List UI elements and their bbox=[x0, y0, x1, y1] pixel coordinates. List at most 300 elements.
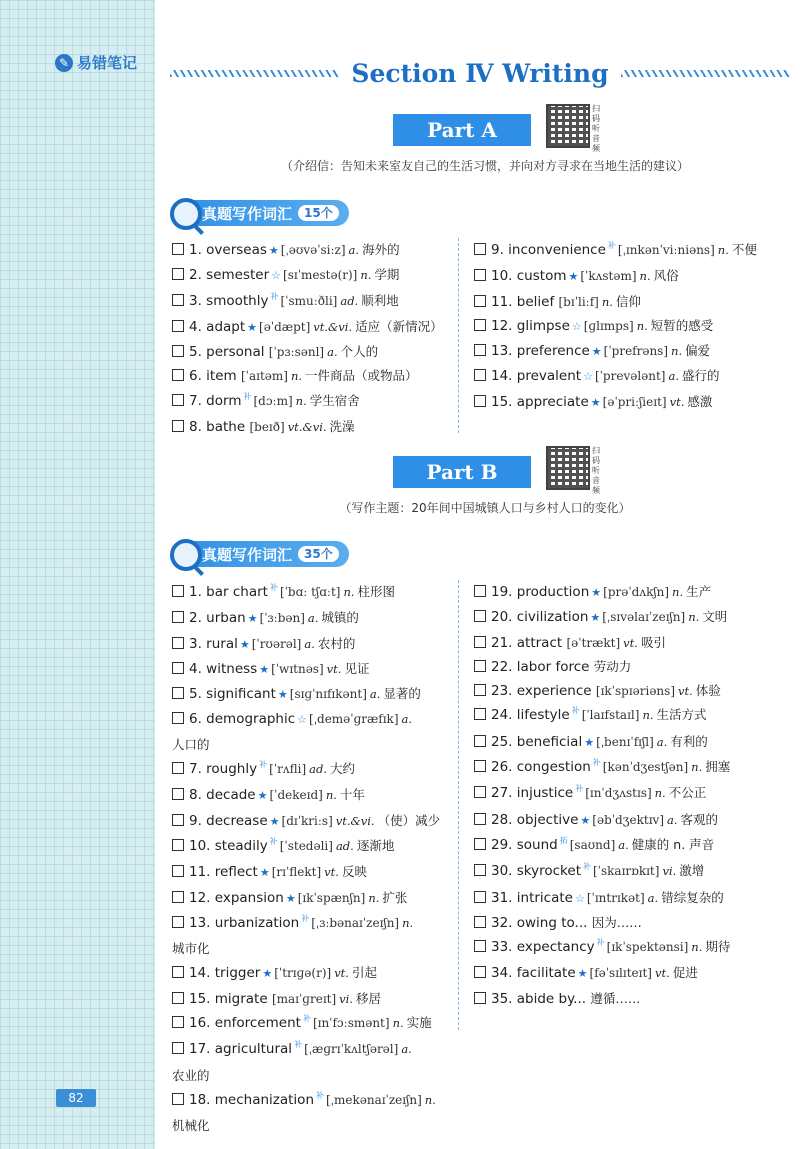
checkbox[interactable] bbox=[172, 294, 184, 306]
phonetic: [ˈrʌfli] bbox=[269, 762, 307, 777]
vocab-item bbox=[172, 657, 444, 682]
frequency-mark: 补 bbox=[607, 241, 616, 250]
part-of-speech: a. bbox=[304, 636, 315, 651]
checkbox[interactable] bbox=[474, 735, 486, 747]
vocab-item bbox=[474, 808, 730, 833]
vocab-word: 18. mechanization bbox=[189, 1091, 314, 1108]
checkbox[interactable] bbox=[474, 269, 486, 281]
vocab-word: 15. appreciate bbox=[491, 393, 589, 410]
part-a-right-list bbox=[474, 238, 757, 415]
vocab-word: 13. preference bbox=[491, 343, 590, 360]
vocab-word: 5. personal bbox=[189, 344, 265, 361]
vocab-word: 13. urbanization bbox=[189, 914, 300, 931]
vocab-word: 21. attract bbox=[491, 634, 563, 651]
vocab-item bbox=[474, 679, 730, 703]
phonetic: [ˌɪnkənˈviːniəns] bbox=[617, 243, 715, 257]
phonetic: [əˈtrækt] bbox=[566, 635, 621, 650]
vocab-item bbox=[474, 314, 757, 339]
vocab-count-badge: 35个 bbox=[298, 546, 339, 562]
meaning: 遵循…… bbox=[590, 990, 641, 1006]
checkbox[interactable] bbox=[474, 636, 486, 648]
part-of-speech: n. bbox=[325, 788, 337, 803]
phonetic: [ˌbenɪˈfɪʃl] bbox=[596, 734, 654, 749]
vocab-word: 5. significant bbox=[189, 686, 276, 703]
phonetic: [ɪnˈfɔːsmənt] bbox=[312, 1016, 390, 1031]
meaning: 适应（新情况） bbox=[355, 318, 443, 334]
vocab-item bbox=[474, 886, 730, 911]
checkbox[interactable] bbox=[474, 940, 486, 952]
meaning: 农村的 bbox=[317, 635, 356, 651]
vocab-word: 7. roughly bbox=[189, 761, 258, 778]
vocab-word: 2. semester bbox=[189, 267, 270, 284]
part-of-speech: n. bbox=[717, 243, 729, 257]
frequency-mark: 拓 bbox=[559, 835, 568, 845]
vocab-word: 29. sound bbox=[491, 836, 558, 853]
meaning: 体验 bbox=[695, 683, 721, 699]
pencil-icon: ✎ bbox=[55, 54, 73, 72]
vocab-item bbox=[172, 315, 443, 340]
vocab-word: 32. owing to... bbox=[491, 914, 588, 931]
phonetic: [ˌdeməˈɡræfɪk] bbox=[309, 712, 399, 727]
vocab-item bbox=[474, 935, 730, 961]
part-of-speech: a. bbox=[369, 687, 381, 702]
vocab-word: 15. migrate bbox=[189, 990, 268, 1007]
frequency-mark: ★ bbox=[239, 637, 250, 651]
meaning: 激增 bbox=[679, 863, 705, 879]
vocab-item bbox=[474, 339, 757, 364]
part-of-speech: vt.&vi. bbox=[335, 813, 375, 828]
vocab-count-badge: 15个 bbox=[298, 205, 339, 221]
vocab-item bbox=[474, 987, 730, 1011]
checkbox[interactable] bbox=[474, 708, 486, 720]
checkbox[interactable] bbox=[474, 660, 486, 672]
vocab-item bbox=[172, 415, 443, 439]
page-number: 82 bbox=[56, 1089, 96, 1107]
checkbox[interactable] bbox=[172, 1093, 184, 1105]
part-b-left-list bbox=[172, 580, 444, 1139]
vocab-item bbox=[172, 707, 444, 757]
header-left-decoration bbox=[170, 70, 339, 77]
meaning: 文明 bbox=[702, 609, 728, 625]
meaning: 错综复杂的 bbox=[661, 889, 724, 905]
checkbox[interactable] bbox=[172, 420, 184, 432]
part-of-speech: n. bbox=[295, 393, 307, 408]
meaning: 反映 bbox=[341, 864, 367, 880]
part-of-speech: vt. bbox=[654, 966, 670, 981]
part-of-speech: vi. bbox=[662, 864, 677, 879]
frequency-mark: ★ bbox=[590, 611, 601, 625]
part-of-speech: a. bbox=[618, 837, 629, 852]
part-of-speech: n. bbox=[392, 1016, 404, 1031]
checkbox[interactable] bbox=[474, 319, 486, 331]
phonetic: [ˈstedəli] bbox=[279, 838, 333, 853]
phonetic: [ˈaɪtəm] bbox=[240, 369, 288, 384]
vocab-word: 14. prevalent bbox=[491, 368, 582, 385]
checkbox[interactable] bbox=[172, 268, 184, 280]
checkbox[interactable] bbox=[172, 966, 184, 978]
meaning: 柱形图 bbox=[357, 584, 396, 599]
vocab-item bbox=[474, 833, 730, 859]
meaning: 扩张 bbox=[382, 889, 408, 905]
vocab-item bbox=[474, 755, 730, 781]
checkbox[interactable] bbox=[172, 891, 184, 903]
vocab-item bbox=[474, 859, 730, 885]
part-of-speech: n. bbox=[654, 786, 666, 801]
phonetic: [ˈtrɪɡə(r)] bbox=[274, 966, 332, 981]
phonetic: [sɪˈmestə(r)] bbox=[283, 268, 358, 283]
vocab-word: 7. dorm bbox=[189, 392, 242, 409]
meaning: 移居 bbox=[356, 990, 382, 1006]
meaning: 十年 bbox=[339, 787, 365, 803]
vocab-item bbox=[172, 834, 444, 860]
meaning: 城市化 bbox=[172, 941, 210, 957]
vocab-word: 4. witness bbox=[189, 660, 258, 677]
vocab-word: 8. decade bbox=[189, 787, 256, 804]
part-of-speech: n. bbox=[636, 318, 648, 333]
meaning: 引起 bbox=[351, 965, 377, 981]
meaning: 见证 bbox=[344, 660, 370, 676]
phonetic: [ˈɪntrɪkət] bbox=[586, 890, 645, 905]
vocab-word: 26. congestion bbox=[491, 759, 591, 776]
checkbox[interactable] bbox=[172, 243, 184, 255]
phonetic: [ɪkˈspektənsi] bbox=[606, 940, 689, 955]
frequency-mark: ★ bbox=[268, 244, 279, 257]
vocab-item bbox=[172, 1037, 444, 1088]
part-of-speech: a. bbox=[667, 812, 678, 827]
phonetic: [bɪˈliːf] bbox=[558, 294, 599, 309]
checkbox[interactable] bbox=[474, 786, 486, 798]
vocab-word: 19. production bbox=[491, 584, 590, 600]
phonetic: [rɪˈflekt] bbox=[271, 865, 322, 880]
meaning: 顺利地 bbox=[361, 292, 399, 308]
checkbox[interactable] bbox=[172, 637, 184, 649]
part-of-speech: vt. bbox=[326, 661, 342, 676]
vocab-item bbox=[474, 264, 757, 289]
frequency-mark: ★ bbox=[591, 345, 602, 359]
part-a-banner: Part A bbox=[393, 114, 531, 146]
checkbox[interactable] bbox=[474, 585, 486, 597]
part-of-speech: vt. bbox=[678, 684, 693, 699]
vocab-item bbox=[474, 961, 730, 986]
phonetic: [ɡlɪmps] bbox=[583, 318, 634, 333]
vocab-item bbox=[474, 781, 730, 807]
part-of-speech: n. bbox=[343, 585, 355, 599]
frequency-mark: 补 bbox=[301, 913, 310, 923]
meaning: 个人的 bbox=[340, 344, 379, 360]
part-of-speech: ad. bbox=[335, 838, 354, 853]
vocab-word: 3. rural bbox=[189, 635, 238, 652]
phonetic: [kənˈdʒestʃən] bbox=[602, 760, 689, 775]
frequency-mark: ★ bbox=[591, 586, 602, 599]
vocab-word: 35. abide by... bbox=[491, 990, 587, 1007]
frequency-mark: ★ bbox=[577, 967, 588, 981]
phonetic: [ɪkˈspænʃn] bbox=[297, 890, 366, 905]
meaning: 显著的 bbox=[383, 686, 421, 702]
part-of-speech: n. bbox=[691, 760, 703, 775]
vocab-word: 1. bar chart bbox=[189, 584, 268, 600]
phonetic: [əˈdæpt] bbox=[259, 319, 311, 334]
meaning: 一件商品（或物品） bbox=[305, 368, 418, 384]
part-of-speech: a. bbox=[401, 1042, 412, 1057]
vocab-item bbox=[474, 703, 730, 729]
frequency-mark: 补 bbox=[259, 760, 268, 770]
checkbox[interactable] bbox=[474, 369, 486, 381]
frequency-mark: 补 bbox=[243, 391, 252, 401]
notes-badge bbox=[55, 52, 137, 73]
qr-code-icon[interactable] bbox=[546, 446, 590, 490]
part-of-speech: n. bbox=[639, 269, 651, 284]
part-of-speech: n. bbox=[691, 940, 703, 955]
meaning: 学生宿舍 bbox=[309, 392, 360, 408]
phonetic: [beɪð] bbox=[249, 420, 285, 435]
vocab-item bbox=[172, 580, 444, 606]
checkbox[interactable] bbox=[172, 1042, 184, 1054]
part-of-speech: a. bbox=[327, 345, 338, 360]
checkbox[interactable] bbox=[474, 813, 486, 825]
phonetic: [ɪkˈspɪəriəns] bbox=[595, 684, 676, 699]
frequency-mark: 补 bbox=[269, 836, 278, 846]
part-of-speech: ad. bbox=[340, 293, 359, 308]
vocab-item bbox=[474, 238, 757, 264]
meaning: 盛行的 bbox=[682, 368, 720, 384]
frequency-mark: 补 bbox=[583, 862, 591, 872]
phonetic: [dɔːm] bbox=[253, 393, 293, 408]
meaning: 大约 bbox=[330, 761, 356, 777]
phonetic: [ˈpɜːsənl] bbox=[268, 345, 325, 360]
part-of-speech: a. bbox=[307, 611, 319, 626]
vocab-item bbox=[172, 961, 444, 986]
meaning: 不公正 bbox=[668, 785, 707, 801]
checkbox[interactable] bbox=[474, 243, 486, 255]
meaning: 农业的 bbox=[172, 1067, 210, 1083]
vocab-word: 25. beneficial bbox=[491, 733, 583, 750]
vocab-word: 17. agricultural bbox=[189, 1041, 293, 1058]
vocab-item bbox=[172, 1088, 444, 1139]
phonetic: [ˈprevələnt] bbox=[594, 369, 666, 384]
frequency-mark: ☆ bbox=[574, 891, 585, 905]
vocab-item bbox=[172, 340, 443, 364]
phonetic: [ˈdekeɪd] bbox=[269, 788, 323, 803]
part-of-speech: n. bbox=[688, 610, 700, 625]
checkbox[interactable] bbox=[172, 992, 184, 1004]
frequency-mark: 补 bbox=[596, 938, 605, 948]
checkbox[interactable] bbox=[474, 838, 486, 850]
vocab-word: 4. adapt bbox=[189, 318, 246, 335]
vocab-item bbox=[172, 1011, 444, 1037]
vocab-item bbox=[172, 860, 444, 885]
part-of-speech: n. bbox=[424, 1092, 436, 1107]
meaning: 期待 bbox=[705, 939, 731, 955]
part-of-speech: a. bbox=[656, 734, 668, 749]
phonetic: [ˈwɪtnəs] bbox=[271, 661, 324, 676]
phonetic: [ˈprefrəns] bbox=[603, 344, 669, 359]
checkbox[interactable] bbox=[172, 662, 184, 674]
frequency-mark: ★ bbox=[259, 662, 270, 676]
part-a-intro: （介绍信：告知未来室友自己的生活习惯，并向对方寻求在当地生活的建议） bbox=[280, 159, 689, 173]
frequency-mark: 补 bbox=[575, 784, 584, 794]
checkbox[interactable] bbox=[172, 865, 184, 877]
checkbox[interactable] bbox=[172, 369, 184, 381]
vocab-item bbox=[474, 631, 730, 655]
part-of-speech: vt. bbox=[623, 635, 638, 650]
part-of-speech: a. bbox=[348, 243, 360, 257]
checkbox[interactable] bbox=[172, 611, 184, 623]
vocab-word: 27. injustice bbox=[491, 785, 574, 802]
frequency-mark: ☆ bbox=[297, 713, 308, 727]
checkbox[interactable] bbox=[172, 394, 184, 406]
checkbox[interactable] bbox=[474, 992, 486, 1004]
meaning: 学期 bbox=[374, 267, 400, 283]
frequency-mark: 补 bbox=[294, 1040, 303, 1050]
meaning: 因为…… bbox=[591, 914, 642, 930]
checkbox[interactable] bbox=[474, 684, 486, 696]
part-b-right-list bbox=[474, 580, 730, 1011]
meaning: 短暂的感受 bbox=[650, 317, 714, 333]
phonetic: [ɪnˈdʒʌstɪs] bbox=[585, 786, 652, 801]
frequency-mark: ★ bbox=[269, 814, 280, 828]
frequency-mark: 补 bbox=[269, 583, 278, 592]
checkbox[interactable] bbox=[474, 916, 486, 928]
vocab-item bbox=[172, 632, 444, 657]
checkbox[interactable] bbox=[172, 687, 184, 699]
vocab-item bbox=[172, 263, 443, 288]
meaning: 洗澡 bbox=[329, 419, 355, 435]
phonetic: [ˌæɡrɪˈkʌltʃərəl] bbox=[304, 1042, 399, 1057]
qr-label: 扫码听音频 bbox=[592, 104, 600, 153]
meaning: 感激 bbox=[687, 393, 713, 409]
vocab-item bbox=[172, 606, 444, 631]
part-of-speech: n. bbox=[672, 585, 684, 599]
vocab-item bbox=[474, 364, 757, 389]
phonetic: [prəˈdʌkʃn] bbox=[603, 585, 670, 599]
vocab-word: 8. bathe bbox=[189, 419, 246, 436]
vocab-word: 30. skyrocket bbox=[491, 863, 581, 880]
meaning: （使）减少 bbox=[377, 812, 441, 828]
meaning: 劳动力 bbox=[593, 658, 632, 674]
part-a-vocab-heading bbox=[172, 200, 349, 226]
meaning: 人口的 bbox=[172, 736, 210, 752]
checkbox[interactable] bbox=[172, 814, 184, 826]
margin-grid bbox=[0, 0, 155, 1149]
part-of-speech: a. bbox=[647, 890, 659, 905]
phonetic: [fəˈsɪlɪteɪt] bbox=[589, 966, 652, 981]
part-of-speech: vt.&vi. bbox=[287, 420, 327, 435]
phonetic: [ˈɜːbən] bbox=[259, 611, 305, 626]
vocab-word: 1. overseas bbox=[189, 242, 267, 258]
vocab-item bbox=[172, 364, 443, 388]
checkbox[interactable] bbox=[172, 712, 184, 724]
meaning: 海外的 bbox=[362, 242, 400, 257]
frequency-mark: 补 bbox=[592, 758, 601, 768]
meaning: 实施 bbox=[406, 1015, 432, 1031]
meaning: 生产 bbox=[686, 584, 712, 599]
frequency-mark: 补 bbox=[571, 706, 580, 716]
frequency-mark: ★ bbox=[259, 866, 270, 880]
checkbox[interactable] bbox=[172, 345, 184, 357]
checkbox[interactable] bbox=[474, 760, 486, 772]
checkbox[interactable] bbox=[172, 762, 184, 774]
vocab-word: 12. expansion bbox=[189, 889, 284, 906]
vocab-item bbox=[172, 289, 443, 315]
vocab-word: 24. lifestyle bbox=[491, 707, 570, 724]
part-a-left-list bbox=[172, 238, 443, 439]
meaning: 拥塞 bbox=[705, 759, 731, 775]
vocab-item bbox=[172, 238, 443, 263]
part-of-speech: a. bbox=[668, 369, 680, 384]
checkbox[interactable] bbox=[172, 585, 184, 597]
vocab-item bbox=[172, 911, 444, 962]
vocab-item bbox=[172, 757, 444, 783]
part-of-speech: n. bbox=[368, 890, 380, 905]
checkbox[interactable] bbox=[172, 1016, 184, 1028]
part-b-banner: Part B bbox=[393, 456, 531, 488]
vocab-word: 2. urban bbox=[189, 610, 246, 627]
frequency-mark: ★ bbox=[262, 967, 273, 981]
frequency-mark: ★ bbox=[247, 612, 258, 626]
vocab-word: 6. item bbox=[189, 368, 237, 385]
part-of-speech: n. bbox=[402, 915, 414, 930]
phonetic: [əˈpriːʃieɪt] bbox=[602, 394, 667, 409]
phonetic: [ˈkʌstəm] bbox=[580, 269, 637, 284]
vocab-item bbox=[172, 682, 444, 707]
part-of-speech: n. bbox=[360, 268, 372, 283]
vocab-word: 11. belief bbox=[491, 293, 555, 310]
header-right-decoration bbox=[621, 70, 790, 77]
checkbox[interactable] bbox=[474, 864, 486, 876]
phonetic: [əbˈdʒektɪv] bbox=[592, 812, 665, 827]
vocab-item bbox=[172, 389, 443, 415]
part-of-speech: vt. bbox=[334, 966, 349, 981]
vocab-word: 11. reflect bbox=[189, 864, 258, 881]
vocab-item bbox=[474, 605, 730, 630]
vocab-word: 6. demographic bbox=[189, 711, 296, 728]
checkbox[interactable] bbox=[474, 295, 486, 307]
phonetic: [ˌɜːbənaɪˈzeɪʃn] bbox=[311, 915, 400, 930]
vocab-title: 真题写作词汇 bbox=[202, 545, 293, 564]
phonetic: [ˌmekənaɪˈzeɪʃn] bbox=[326, 1092, 422, 1107]
checkbox[interactable] bbox=[172, 788, 184, 800]
part-of-speech: ad. bbox=[309, 762, 328, 777]
checkbox[interactable] bbox=[474, 610, 486, 622]
part-of-speech: n. bbox=[642, 708, 654, 723]
vocab-word: 9. decrease bbox=[189, 812, 268, 829]
frequency-mark: ★ bbox=[568, 270, 579, 284]
phonetic: [sɪɡˈnɪfɪkənt] bbox=[289, 687, 367, 702]
meaning: 吸引 bbox=[640, 634, 666, 650]
meaning: 不便 bbox=[731, 242, 757, 257]
frequency-mark: ★ bbox=[584, 735, 595, 749]
frequency-mark: ★ bbox=[580, 813, 591, 827]
checkbox[interactable] bbox=[474, 966, 486, 978]
checkbox[interactable] bbox=[172, 916, 184, 928]
checkbox[interactable] bbox=[172, 320, 184, 332]
frequency-mark: ★ bbox=[247, 320, 258, 334]
part-of-speech: n. bbox=[671, 344, 683, 359]
phonetic: [ˌəʊvəˈsiːz] bbox=[280, 243, 346, 257]
part-of-speech: vt. bbox=[324, 865, 339, 880]
qr-code-icon[interactable] bbox=[546, 104, 590, 148]
frequency-mark: ☆ bbox=[571, 319, 582, 333]
checkbox[interactable] bbox=[474, 395, 486, 407]
part-of-speech: n. bbox=[601, 294, 613, 309]
vocab-word: 33. expectancy bbox=[491, 939, 595, 956]
vocab-word: 22. labor force bbox=[491, 658, 590, 675]
checkbox[interactable] bbox=[474, 891, 486, 903]
vocab-item bbox=[474, 390, 757, 415]
vocab-word: 10. steadily bbox=[189, 837, 268, 854]
checkbox[interactable] bbox=[474, 344, 486, 356]
checkbox[interactable] bbox=[172, 839, 184, 851]
